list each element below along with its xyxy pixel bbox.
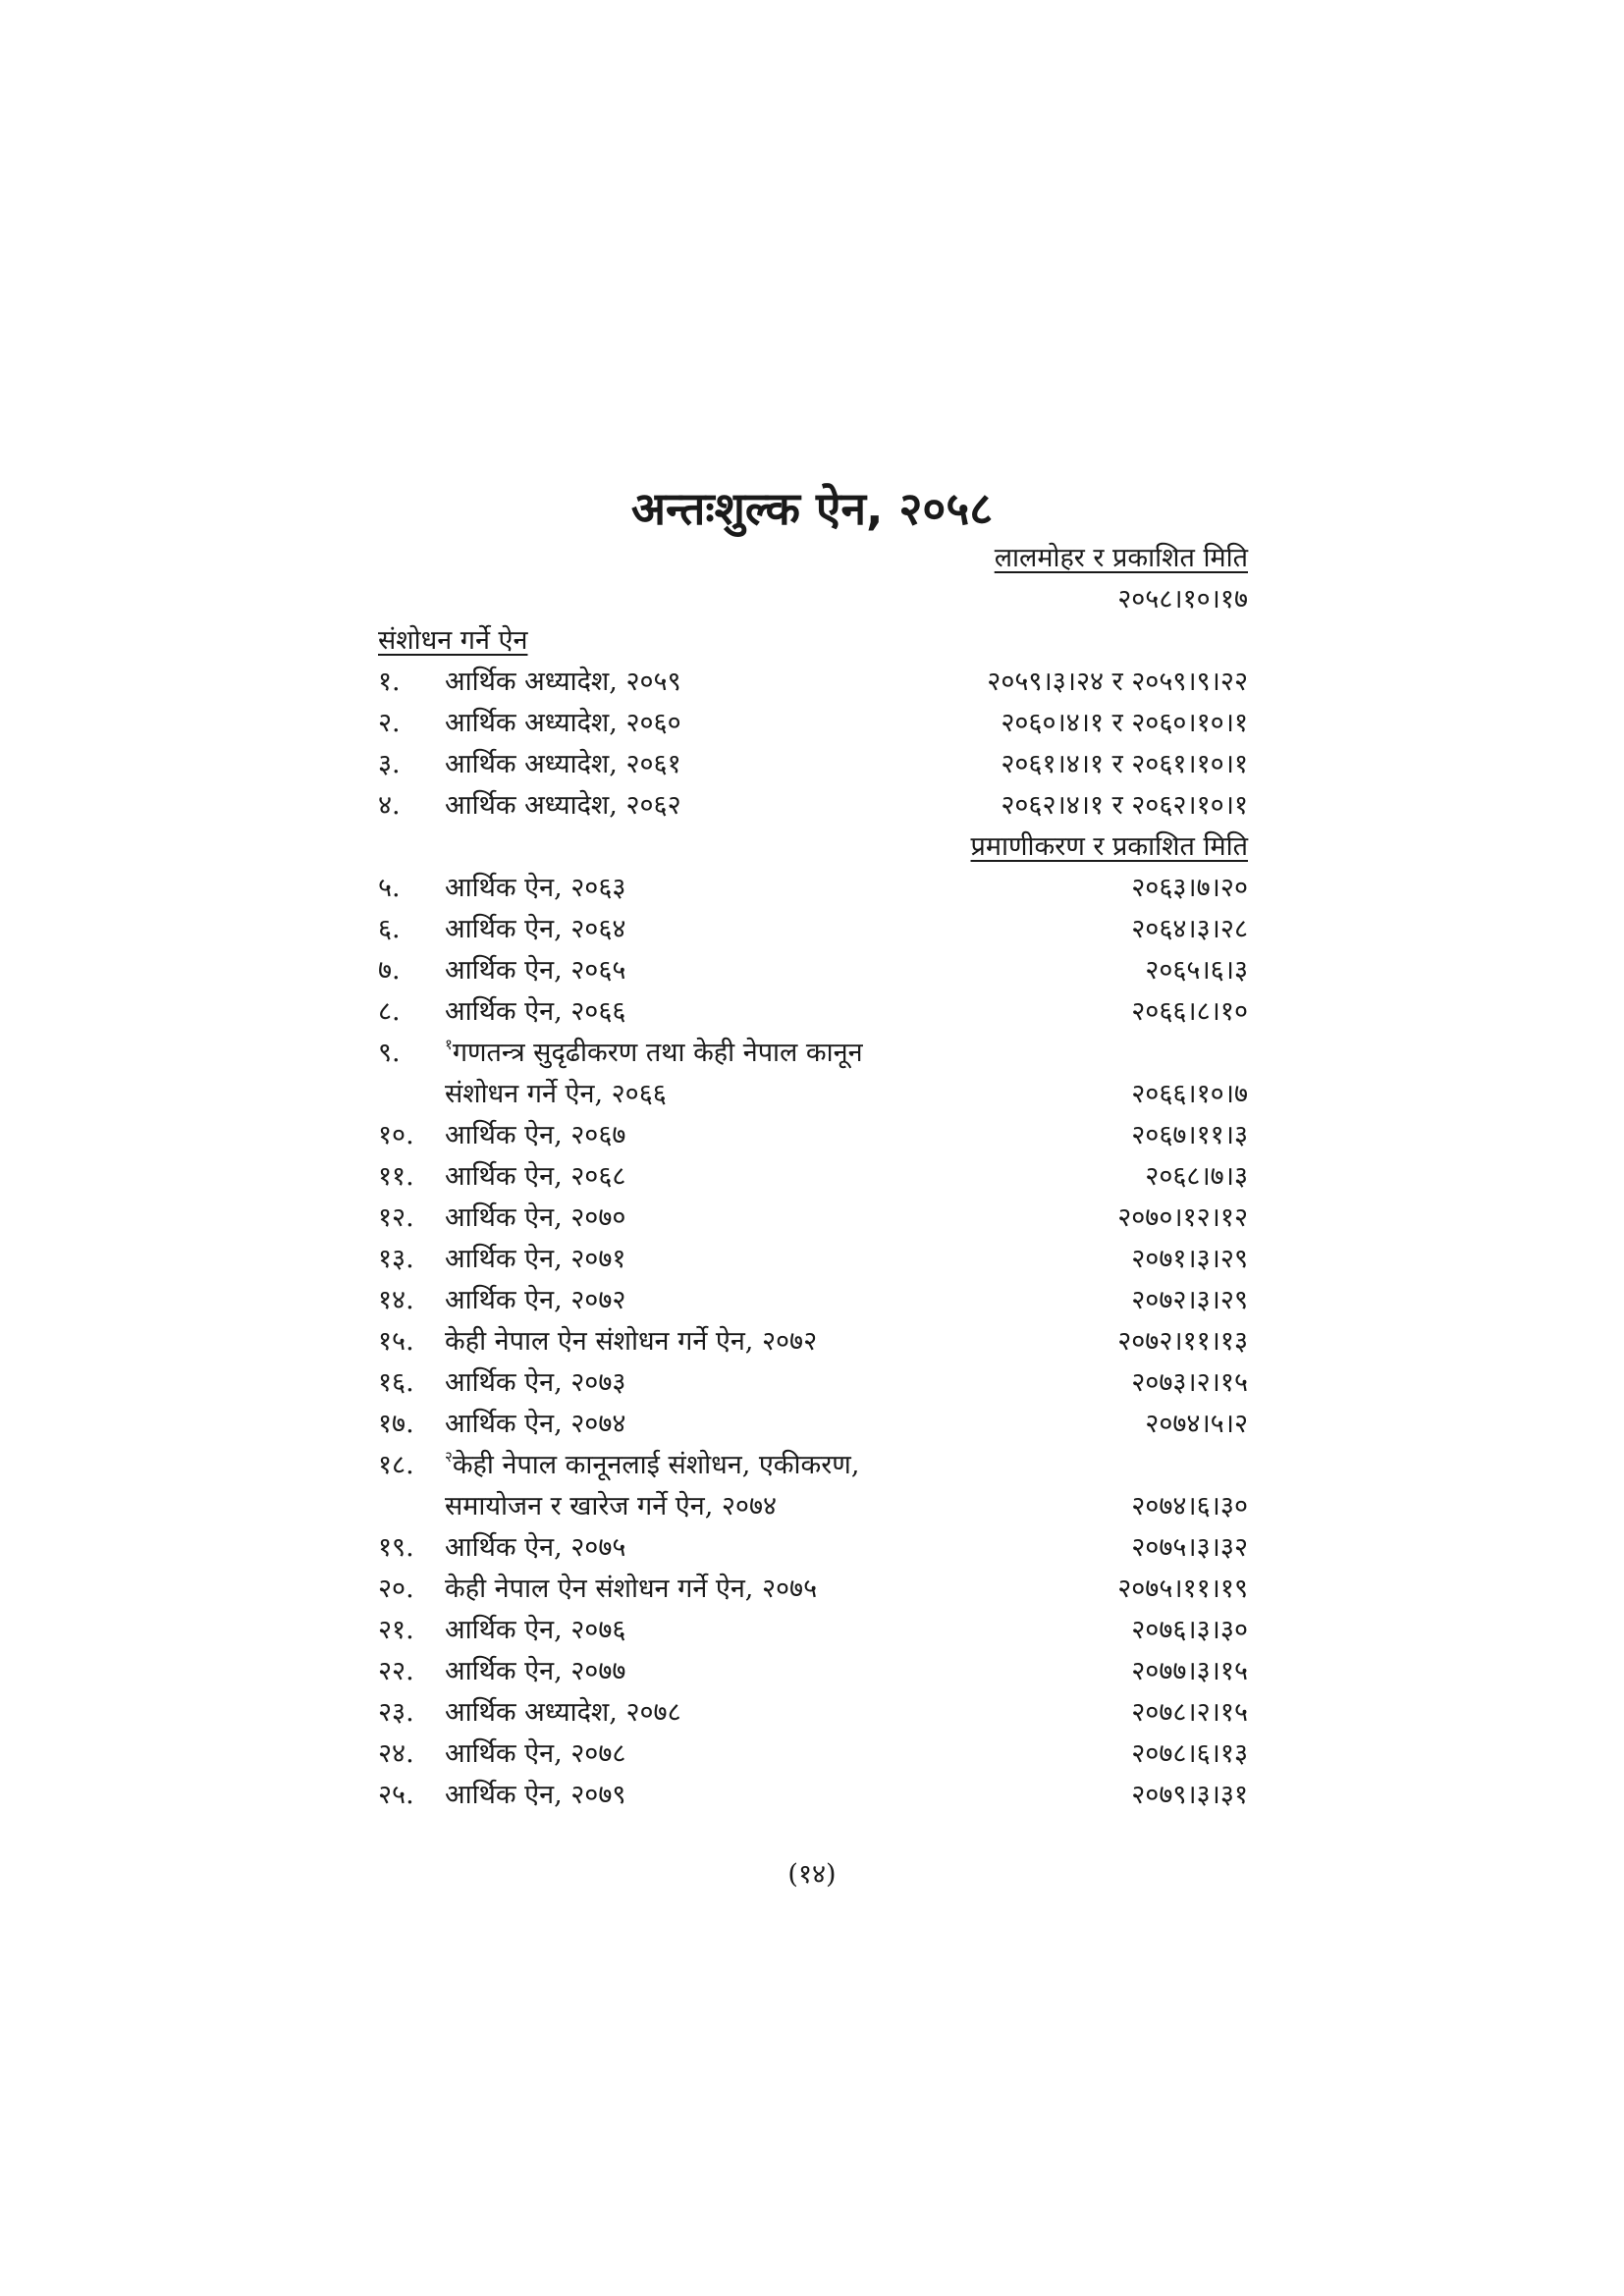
list-item [378,1239,1248,1280]
list-item [378,991,1248,1033]
item-date: २०५९।३।२४ र २०५९।९।२२ [987,667,1248,697]
list-item [378,662,1248,703]
list-item [378,1280,1248,1321]
item-title: आर्थिक ऐन, २०६४ [445,914,626,944]
item-date: २०७२।११।१३ [1117,1326,1248,1357]
list-item [378,868,1248,909]
item-title: आर्थिक अध्यादेश, २०६० [445,708,681,738]
list-item [378,1692,1248,1734]
item-number: २२. [378,1656,414,1686]
list-item [378,1569,1248,1610]
list-item [378,703,1248,744]
authentication-heading-row [378,827,1248,868]
list-item [378,1362,1248,1404]
item-title: आर्थिक ऐन, २०७२ [445,1285,626,1315]
item-date: २०६५।६।३ [1145,955,1248,986]
item-title: आर्थिक अध्यादेश, २०५९ [445,667,681,697]
page-title: अन्तःशुल्क ऐन, २०५८ [630,482,994,535]
lalmohar-date-row [378,579,1248,620]
item-title: केही नेपाल ऐन संशोधन गर्ने ऐन, २०७२ [445,1326,818,1357]
item-title: आर्थिक ऐन, २०७६ [445,1615,626,1645]
item-date: २०६४।३।२८ [1131,914,1248,944]
item-number: ४. [378,790,401,821]
item-number: ६. [378,914,401,944]
item-date: २०७५।३।३२ [1131,1532,1248,1563]
item-title: आर्थिक ऐन, २०७० [445,1202,626,1233]
item-date: २०७३।२।१५ [1131,1367,1248,1398]
authentication-heading: प्रमाणीकरण र प्रकाशित मिति [970,831,1248,862]
item-date: २०६३।७।२० [1131,873,1248,903]
list-item [378,1115,1248,1156]
item-title: आर्थिक ऐन, २०६५ [445,955,626,986]
page-number: (१४) [787,1859,837,1890]
item-title: आर्थिक ऐन, २०७५ [445,1532,626,1563]
item-number: २५. [378,1780,414,1810]
item-date: २०६२।४।१ र २०६२।१०।१ [1001,790,1248,821]
item-number: २. [378,708,401,738]
item-number: १९. [378,1532,414,1563]
item-number: १४. [378,1285,414,1315]
item-title: आर्थिक ऐन, २०६३ [445,873,626,903]
item-number: १७. [378,1409,414,1439]
item-title: आर्थिक ऐन, २०७३ [445,1367,626,1398]
item-date: २०७१।३।२९ [1131,1244,1248,1274]
item-number: १३. [378,1244,414,1274]
item-number: २३. [378,1697,414,1728]
item-number: २१. [378,1615,414,1645]
list-item [378,744,1248,785]
item-date: २०६७।११।३ [1131,1120,1248,1150]
lalmohar-heading: लालमोहर र प्रकाशित मिति [994,543,1248,573]
list-item [378,1198,1248,1239]
list-item [378,1734,1248,1775]
item-number: ९. [378,1038,401,1068]
list-item [378,1527,1248,1569]
item-date: २०७८।६।१३ [1131,1738,1248,1769]
item-date: २०७४।६।३० [1131,1491,1248,1522]
item-date: २०७०।१२।१२ [1117,1202,1248,1233]
item-number: १२. [378,1202,414,1233]
lalmohar-heading-row [378,538,1248,579]
document-body [378,538,1248,1816]
list-item [378,1775,1248,1816]
item-number: ५. [378,873,401,903]
item-date: २०६६।८।१० [1131,996,1248,1027]
item-number: २०. [378,1574,414,1604]
item-title: आर्थिक ऐन, २०७८ [445,1738,626,1769]
item-number: १. [378,667,401,697]
item-number: ११. [378,1161,414,1192]
item-title: केही नेपाल ऐन संशोधन गर्ने ऐन, २०७५ [445,1574,818,1604]
footnote-marker: १ [445,1036,453,1053]
list-item [378,1445,1248,1527]
item-title: आर्थिक अध्यादेश, २०७८ [445,1697,681,1728]
item-title: आर्थिक ऐन, २०७७ [445,1656,626,1686]
amending-heading: संशोधन गर्ने ऐन [378,625,528,656]
list-item [378,1404,1248,1445]
item-date: २०६१।४।१ र २०६१।१०।१ [1001,749,1248,779]
lalmohar-date: २०५८।१०।१७ [1117,584,1248,614]
item-date: २०६०।४।१ र २०६०।१०।१ [1001,708,1248,738]
item-date: २०७४।५।२ [1145,1409,1248,1439]
item-number: ३. [378,749,401,779]
item-date: २०७८।२।१५ [1131,1697,1248,1728]
list-item [378,909,1248,950]
item-number: १०. [378,1120,414,1150]
item-date: २०७६।३।३० [1131,1615,1248,1645]
item-title: आर्थिक अध्यादेश, २०६१ [445,749,681,779]
item-title-line1: गणतन्त्र सुदृढीकरण तथा केही नेपाल कानून [452,1038,863,1068]
list-item [378,1033,1248,1115]
list-item [378,785,1248,827]
amending-heading-row [378,620,1248,662]
item-date: २०७७।३।१५ [1131,1656,1248,1686]
item-title-line2: संशोधन गर्ने ऐन, २०६६ [445,1079,667,1109]
item-date: २०७२।३।२९ [1131,1285,1248,1315]
list-item [378,1321,1248,1362]
item-number: ७. [378,955,401,986]
list-item [378,1610,1248,1651]
list-item [378,950,1248,991]
item-date: २०७९।३।३१ [1131,1780,1248,1810]
item-title: आर्थिक ऐन, २०६६ [445,996,626,1027]
list-item [378,1651,1248,1692]
item-title: आर्थिक ऐन, २०७४ [445,1409,626,1439]
list-item [378,1156,1248,1198]
item-number: १८. [378,1450,414,1480]
item-number: १५. [378,1326,414,1357]
item-date: २०६६।१०।७ [1131,1079,1248,1109]
item-title-line1: केही नेपाल कानूनलाई संशोधन, एकीकरण, [452,1450,860,1480]
item-number: २४. [378,1738,414,1769]
item-title: आर्थिक ऐन, २०६७ [445,1120,626,1150]
item-title: आर्थिक अध्यादेश, २०६२ [445,790,681,821]
item-number: १६. [378,1367,414,1398]
item-title: आर्थिक ऐन, २०६८ [445,1161,626,1192]
item-date: २०६८।७।३ [1145,1161,1248,1192]
footnote-marker: २ [445,1448,453,1466]
item-number: ८. [378,996,401,1027]
item-title: आर्थिक ऐन, २०७९ [445,1780,626,1810]
item-title-line2: समायोजन र खारेज गर्ने ऐन, २०७४ [445,1491,778,1522]
item-date: २०७५।११।१९ [1117,1574,1248,1604]
item-title: आर्थिक ऐन, २०७१ [445,1244,626,1274]
